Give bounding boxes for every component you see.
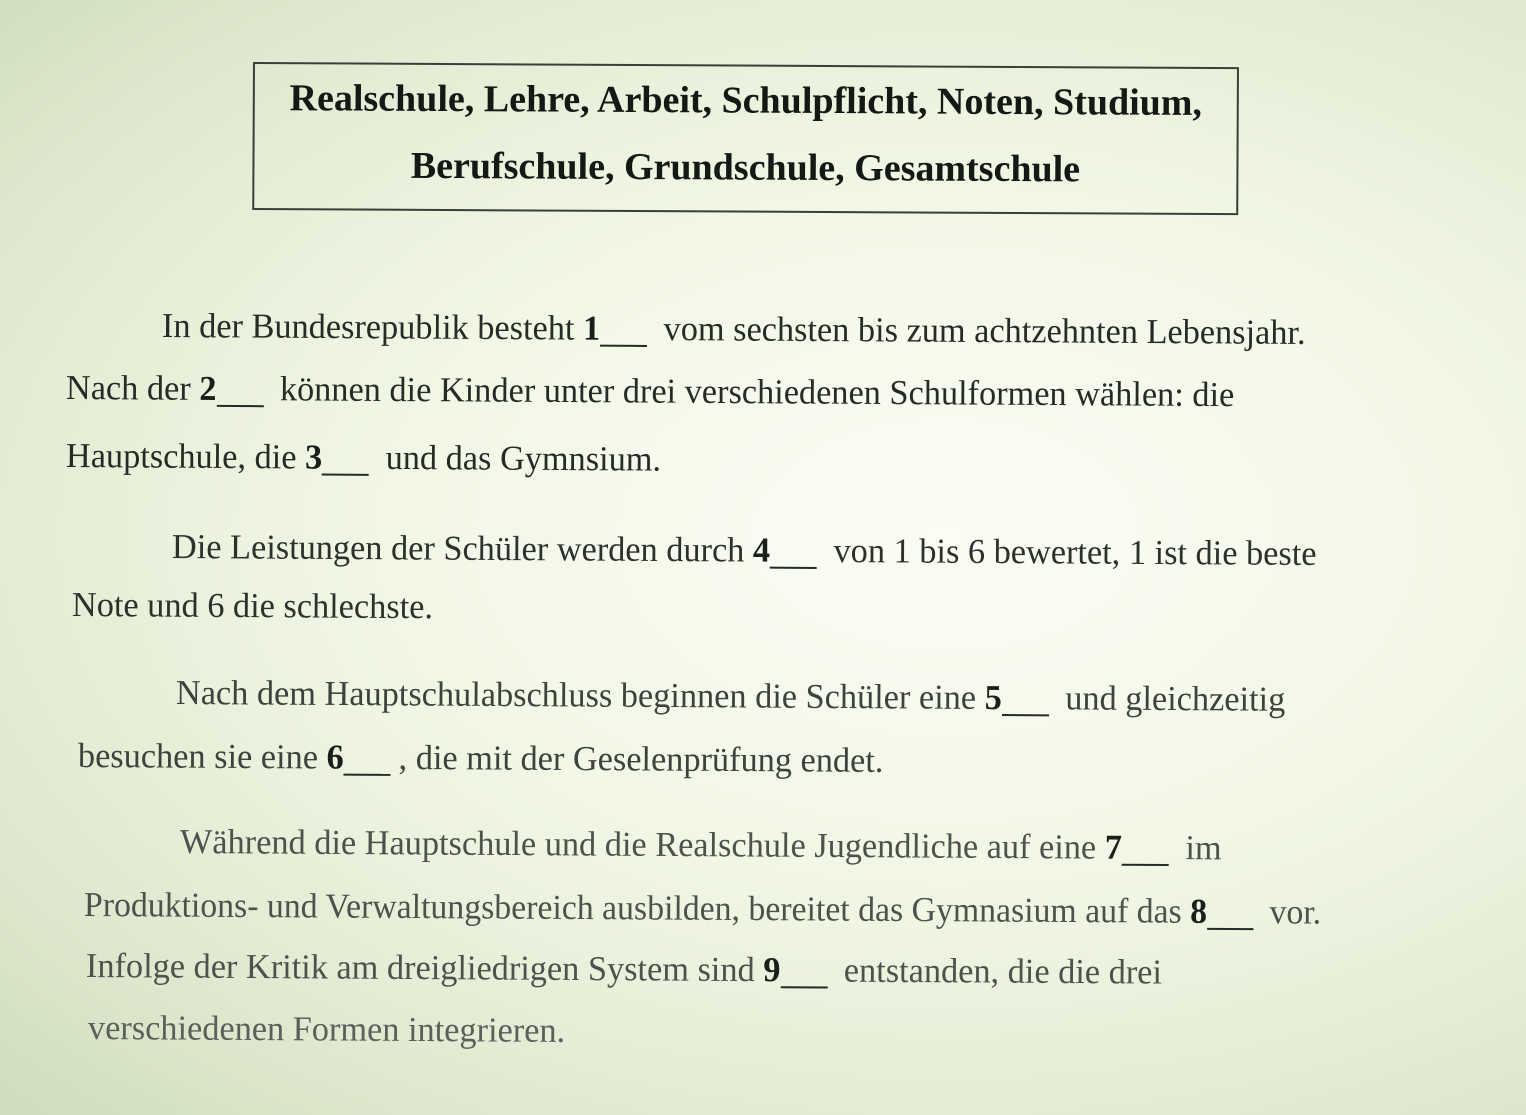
gap-blank-8[interactable]	[1207, 927, 1253, 930]
line-text: entstanden, die die drei	[835, 950, 1163, 992]
gap-number: 3	[304, 437, 323, 477]
paragraph-1-line-1	[162, 306, 1306, 353]
line-text: Produktions- und Verwaltungsbereich ausbilden, bereitet das Gymnasium auf das	[83, 885, 1191, 931]
gap-blank-3[interactable]	[322, 473, 369, 476]
gap-blank-7[interactable]	[1122, 863, 1169, 866]
gap-blank-2[interactable]	[216, 404, 263, 407]
line-text: und das Gymnsium.	[376, 437, 662, 479]
line-text: Infolge der Kritik am dreigliedrigen System sind	[85, 946, 764, 990]
gap-number: 7	[1104, 827, 1123, 867]
gap-blank-1[interactable]	[600, 344, 647, 347]
paragraph-1-line-2	[66, 368, 1235, 415]
paragraph-2-line-2	[72, 585, 433, 627]
paragraph-3-line-1	[176, 673, 1286, 720]
line-text: verschiedenen Formen integrieren.	[87, 1008, 566, 1050]
gap-number: 4	[752, 530, 771, 570]
word-bank-line-1: Realschule, Lehre, Arbeit, Schulpflicht, Noten, Studium,	[289, 77, 1203, 124]
gap-blank-6[interactable]	[344, 773, 391, 776]
gap-number: 1	[582, 308, 601, 348]
line-text: Note und 6 die schlechste.	[71, 585, 434, 627]
paragraph-4-line-4	[88, 1008, 565, 1051]
paragraph-1-line-3	[66, 436, 661, 480]
paragraph-2-line-1	[172, 527, 1317, 574]
gap-blank-9[interactable]	[780, 985, 827, 988]
line-text: besuchen sie eine	[77, 736, 327, 777]
line-text: In der Bundesrepublik besteht	[161, 306, 584, 348]
line-text: Die Leistungen der Schüler werden durch	[171, 527, 754, 570]
paragraph-4-line-2	[84, 885, 1321, 933]
paragraph-4-line-3	[86, 946, 1162, 993]
line-text: können die Kinder unter drei verschiedenen Schulformen wählen: die	[271, 369, 1235, 415]
line-text: Nach dem Hauptschulabschluss beginnen die Schüler eine	[175, 673, 985, 717]
paragraph-4-line-1	[180, 822, 1222, 868]
gap-number: 6	[326, 737, 344, 777]
paragraph-3-line-2	[78, 736, 884, 781]
line-text: von 1 bis 6 bewertet, 1 ist die beste	[824, 530, 1317, 573]
gap-blank-5[interactable]	[1002, 713, 1049, 716]
line-text: vom sechsten bis zum achtzehnten Lebensjahr.	[654, 309, 1306, 352]
line-text: im	[1176, 828, 1222, 868]
line-text: Während die Hauptschule und die Realschule Jugendliche auf eine	[179, 822, 1105, 867]
line-text: und gleichzeitig	[1056, 678, 1286, 719]
word-bank-line-2: Berufschule, Grundschule, Gesamtschule	[410, 144, 1081, 191]
word-bank-box	[252, 62, 1239, 215]
gap-number: 8	[1190, 891, 1208, 931]
line-text: vor.	[1261, 892, 1322, 932]
gap-number: 9	[763, 950, 781, 990]
line-text: , die mit der Geselenprüfung endet.	[398, 737, 884, 780]
gap-number: 2	[199, 368, 217, 408]
line-text: Nach der	[65, 368, 200, 408]
gap-blank-4[interactable]	[770, 566, 817, 569]
line-text: Hauptschule, die	[65, 436, 306, 477]
gap-number: 5	[984, 677, 1002, 718]
